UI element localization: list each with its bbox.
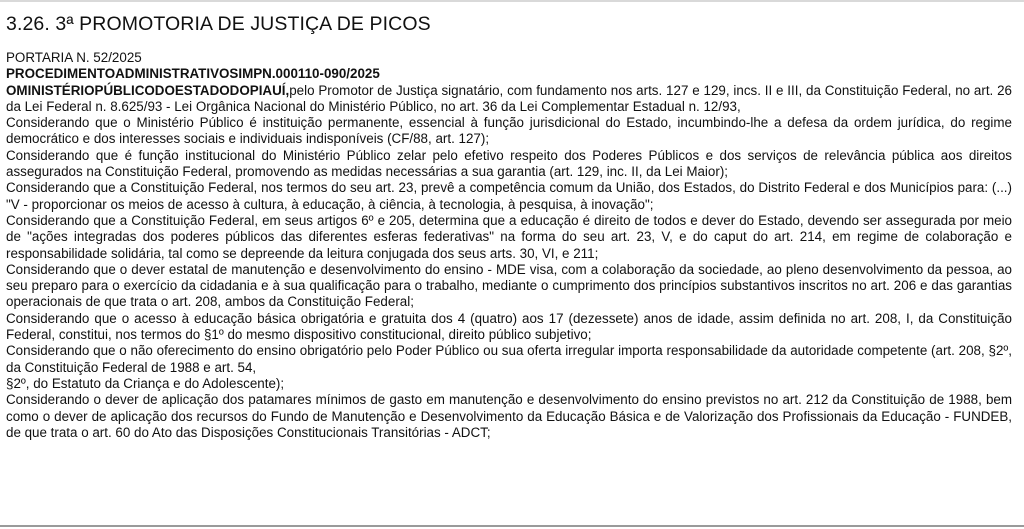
procedimento-number: PROCEDIMENTOADMINISTRATIVOSIMPN.000110-090/2025 [6,66,380,82]
considerando-paragraph: Considerando que o Ministério Público é instituição permanente, essencial à função jurisdicional do Estado, incumbindo-lhe a defesa da ordem jurídica, do regime democrático e dos interesses sociais e individuais indisponíveis (CF/88, art. 127); [6,115,1012,147]
considerando-paragraph: Considerando que é função institucional do Ministério Público zelar pelo efetivo respeito dos Poderes Públicos e dos serviços de relevância pública aos direitos assegurados na Constituição Federal, promovendo as medidas necessárias a sua garantia (art. 129, inc. II, da Lei Maior); [6,147,1012,180]
considerando-paragraph: Considerando o dever de aplicação dos patamares mínimos de gasto em manutenção e desenvolvimento do ensino previstos no art. 212 da Constituição de 1988, bem como o dever de aplicação dos recursos do Fundo de Manutenção e Desenvolvimento da Educação Básica e de Valorização dos Profissionais da Educação - FUNDEB, de que trata o art. 60 do Ato das Disposições Constitucionais Transitórias - ADCT; [6,392,1012,440]
considerando-paragraph: §2º, do Estatuto da Criança e do Adolescente); [6,375,285,391]
considerando-paragraph: Considerando que o não oferecimento do ensino obrigatório pelo Poder Público ou sua oferta irregular importa responsabilidade da autoridade competente (art. 208, §2º, da Constituição Federal de 1988 e art. 54, [6,343,1012,375]
org-name: OMINISTÉRIOPÚBLICODOESTADODOPIAUÍ, [6,82,290,98]
bottom-divider [0,525,1024,527]
considerando-paragraph: Considerando que a Constituição Federal, em seus artigos 6º e 205, determina que a educação é direito de todos e dever do Estado, devendo ser assegurada por meio de "ações integradas dos poderes públicos das diferentes esferas federativas" na forma do seu art. 23, V, e do caput do art. 214, em regime de colaboração e responsabilidade solidária, tal como se depreende da leitura conjugada dos seus arts. 30, VI, e 211; [6,212,1012,261]
top-divider [0,0,1024,2]
document-body [6,50,1012,441]
considerando-paragraph: Considerando que a Constituição Federal, nos termos do seu art. 23, prevê a competência comum da União, dos Estados, do Distrito Federal e dos Municípios para: (...) "V - proporcionar os meios de acesso à cultura, à educação, à ciência, à tecnologia, à pesquisa, à inovação"; [6,180,1012,212]
intro-text: pelo Promotor de Justiça signatário, com fundamento nos arts. 127 e 129, incs. II e III, da Constituição Federal, no art. 26 da Lei Federal n. 8.625/93 - Lei Orgânica Nacional do Ministério Público, no art. 36 da Lei Complementar Estadual n. 12/93, [6,82,1012,114]
intro-paragraph [6,83,1012,116]
considerando-paragraph: Considerando que o acesso à educação básica obrigatória e gratuita dos 4 (quatro) aos 17 (dezessete) anos de idade, assim definida no art. 208, I, da Constituição Federal, constitui, nos termos do §1º do mesmo dispositivo constitucional, direito público subjetivo; [6,310,1012,343]
portaria-number: PORTARIA N. 52/2025 [6,50,142,65]
considerando-paragraph: Considerando que o dever estatal de manutenção e desenvolvimento do ensino - MDE visa, com a colaboração da sociedade, ao pleno desenvolvimento da pessoa, ao seu preparo para o exercício da cidadania e à sua qualificação para o trabalho, mediante o cumprimento dos princípios substantivos inscritos no art. 206 e das garantias operacionais de que trata o art. 208, ambos da Constituição Federal; [6,261,1012,310]
section-heading: 3.26. 3ª PROMOTORIA DE JUSTIÇA DE PICOS [6,13,431,35]
